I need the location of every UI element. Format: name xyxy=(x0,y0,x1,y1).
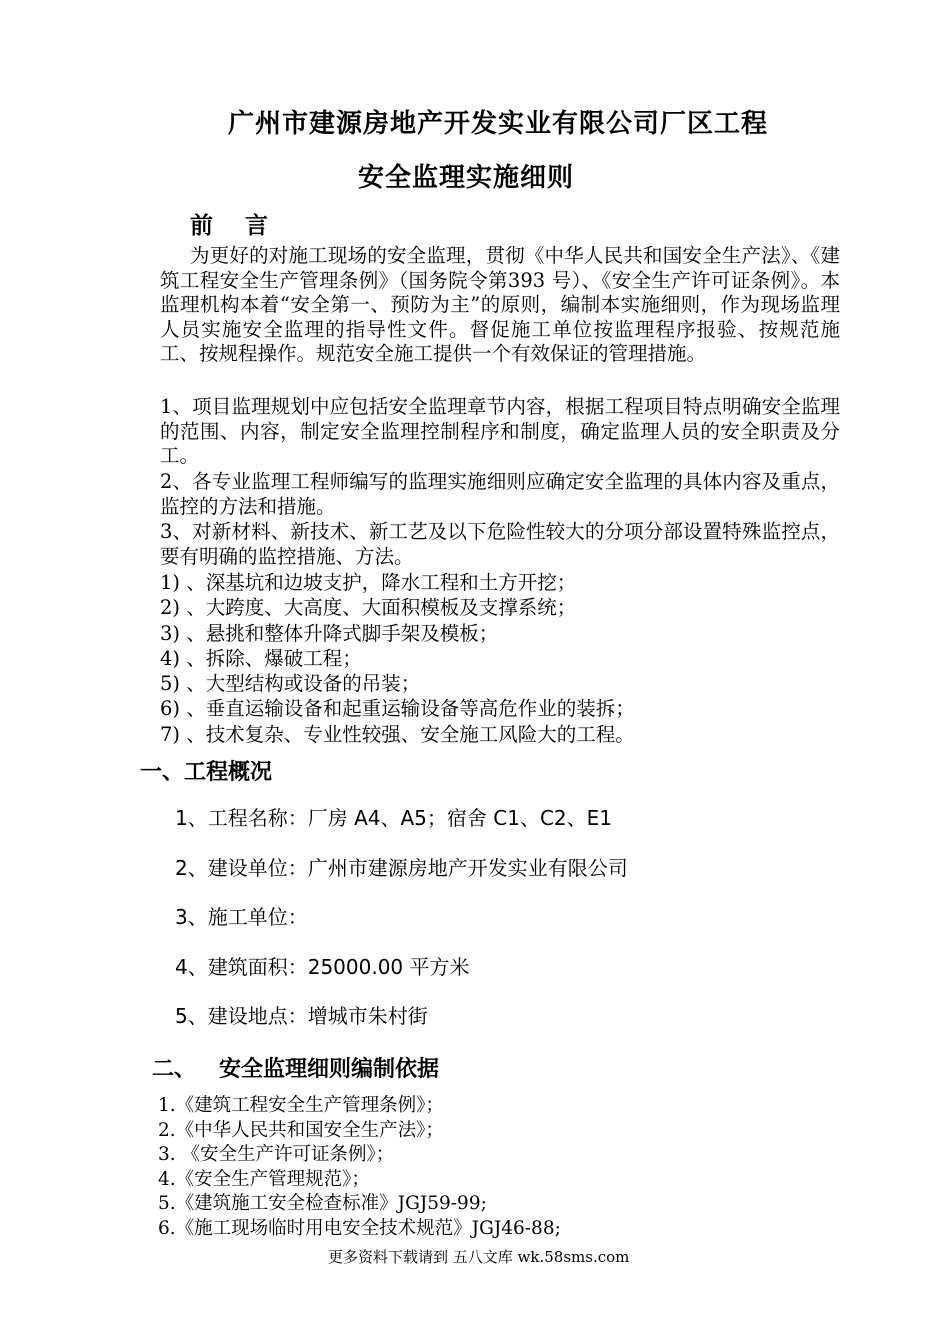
hazard-item: 4) 、拆除、爆破工程； xyxy=(160,646,362,670)
hazard-item: 2) 、大跨度、大高度、大面积模板及支撑系统； xyxy=(160,596,577,620)
preface-heading: 前 言 xyxy=(190,212,281,239)
section2-heading: 二、 安全监理细则编制依据 xyxy=(152,1057,439,1082)
overview-item: 2、建设单位：广州市建源房地产开发实业有限公司 xyxy=(175,855,628,880)
basis-item: 3. 《安全生产许可证条例》； xyxy=(158,1144,395,1165)
section1-heading: 一、工程概况 xyxy=(140,760,273,785)
preface-item-2: 2、各专业监理工程师编写的监理实施细则应确定安全监理的具体内容及重点，监控的方法和措施。 xyxy=(160,470,840,518)
hazard-item: 5) 、大型结构或设备的吊装； xyxy=(160,672,421,696)
overview-item: 4、建筑面积：25000.00 平方米 xyxy=(175,954,470,979)
preface-intro-paragraph: 为更好的对施工现场的安全监理，贯彻《中华人民共和国安全生产法》、《建筑工程安全生产管理条例》（国务院令第393 号）、《安全生产许可证条例》。本监理机构本着“安全第一、预防为主”的原则，编制本实施细则，作为现场监理人员实施安全监理的指导性文件。督促施工单位按监理程序报验、按规范施工、按规程操作。规范安全施工提供一个有效保证的管理措施。 xyxy=(160,244,840,366)
hazard-item: 1) 、深基坑和边坡支护，降水工程和土方开挖； xyxy=(160,571,577,594)
hazard-list xyxy=(160,570,840,747)
document-title-line2: 安全监理实施细则 xyxy=(358,163,575,193)
overview-item: 5、建设地点：增城市朱村街 xyxy=(175,1004,428,1029)
footer-note: 更多资料下载请到 五八文库 wk.58sms.com xyxy=(328,1248,630,1266)
hazard-item: 3) 、悬挑和整体升降式脚手架及模板； xyxy=(160,621,499,645)
basis-item: 6.《施工现场临时用电安全技术规范》JGJ46-88; xyxy=(158,1217,561,1239)
basis-item: 2.《中华人民共和国安全生产法》； xyxy=(158,1119,444,1141)
preface-item-3: 3、对新材料、新技术、新工艺及以下危险性较大的分项分部设置特殊监控点，要有明确的监控措施、方法。 xyxy=(160,520,840,568)
project-overview-list xyxy=(175,804,628,1052)
overview-item: 1、工程名称：厂房 A4、A5；宿舍 C1、C2、E1 xyxy=(175,806,612,830)
document-title-line1: 广州市建源房地产开发实业有限公司厂区工程 xyxy=(228,109,769,139)
hazard-item: 7) 、技术复杂、专业性较强、安全施工风险大的工程。 xyxy=(160,722,635,746)
overview-item: 3、施工单位： xyxy=(175,905,308,930)
basis-item: 5.《建筑施工安全检查标准》JGJ59-99; xyxy=(158,1193,487,1214)
basis-item: 1.《建筑工程安全生产管理条例》； xyxy=(158,1095,444,1116)
basis-item: 4.《安全生产管理规范》； xyxy=(158,1168,370,1190)
hazard-item: 6) 、垂直运输设备和起重运输设备等高危作业的装拆； xyxy=(160,697,635,721)
basis-list xyxy=(158,1094,561,1241)
preface-item-1: 1、项目监理规划中应包括安全监理章节内容，根据工程项目特点明确安全监理的范围、内容，制定安全监理控制程序和制度，确定监理人员的安全职责及分工。 xyxy=(160,395,840,468)
